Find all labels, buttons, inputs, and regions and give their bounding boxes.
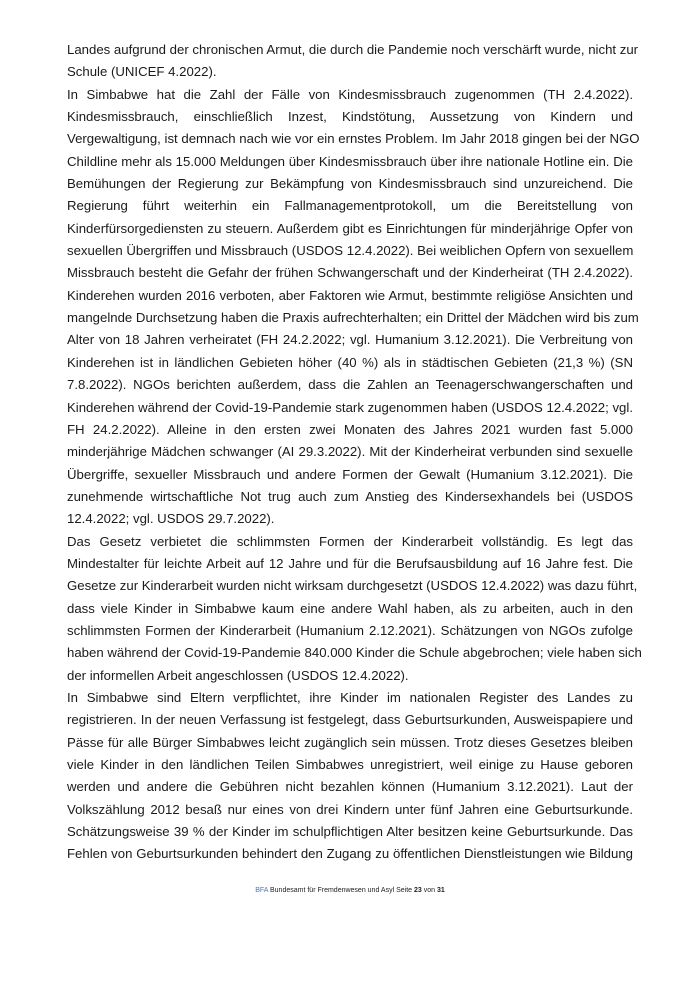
text-line: minderjährige Mädchen schwanger (AI 29.3.2022). Mit der Kinderheirat verbunden sind sexuelle [67,444,633,460]
text-line: dass viele Kinder in Simbabwe kaum eine andere Wahl haben, als zu arbeiten, auch in den [67,600,633,616]
text-line: Fehlen von Geburtsurkunden behindert den Zugang zu öffentlichen Dienstleistungen wie Bildung [67,846,633,862]
paragraph [67,531,642,687]
footer-page-number: 23 [414,887,422,894]
text-line: Kinderehen während der Covid-19-Pandemie stark zugenommen haben (USDOS 12.4.2022; vgl. [67,399,633,415]
text-line: sexuellen Übergriffen und Missbrauch (USDOS 12.4.2022). Bei weiblichen Opfern von sexuellem [67,243,634,259]
text-line: Regierung führt weiterhin ein Fallmanagementprotokoll, um die Bereitstellung von [67,198,633,214]
text-line: Gesetze zur Kinderarbeit wurden nicht wirksam durchgesetzt (USDOS 12.4.2022) was dazu führt, [67,578,638,594]
footer-brand: BFA [255,887,269,894]
text-line: registrieren. In der neuen Verfassung ist festgelegt, dass Geburtsurkunden, Ausweispapiere und [67,712,633,728]
text-line: Vergewaltigung, ist demnach nach wie vor ein ernstes Problem. Im Jahr 2018 gingen bei der NGO [67,131,640,147]
paragraph [67,84,640,531]
footer-of-label: von [423,887,436,894]
text-line: zunehmende wirtschaftliche Not trug auch zum Anstieg des Kindersexhandels bei (USDOS [67,488,633,504]
text-line: Übergriffe, sexueller Missbrauch und andere Formen der Gewalt (Humanium 3.12.2021). Die [67,466,633,482]
text-line: Mindestalter für leichte Arbeit auf 12 Jahre und für die Berufsausbildung auf 16 Jahre fest. Die [67,555,633,571]
footer-org: Bundesamt für Fremdenwesen und Asyl [270,887,395,894]
text-line: Das Gesetz verbietet die schlimmsten Formen der Kinderarbeit vollständig. Es legt das [67,533,633,549]
text-line: werden und andere die Gebühren nicht bezahlen können (Humanium 3.12.2021). Laut der [67,779,633,795]
text-line: Pässe für alle Bürger Simbabwes leicht zugänglich sein müssen. Trotz dieses Gesetzes bleiben [67,734,633,750]
text-line: Schätzungsweise 39 % der Kinder im schulpflichtigen Alter besitzen keine Geburtsurkunde. Das [67,824,633,840]
text-line: mangelnde Durchsetzung haben die Praxis aufrechterhalten; ein Drittel der Mädchen wird bis zum [67,310,639,326]
text-line: Kinderehen wurden 2016 verboten, aber Faktoren wie Armut, bestimmte religiöse Ansichten und [67,287,633,303]
text-line: Volkszählung 2012 besaß nur eines von drei Kindern unter fünf Jahren eine Geburtsurkunde. [67,801,633,817]
text-line: Bemühungen der Regierung zur Bekämpfung von Kindesmissbrauch sind unzureichend. Die [67,176,633,192]
text-line: Childline mehr als 15.000 Meldungen über Kindesmissbrauch über ihre nationale Hotline ein. Die [67,153,633,169]
text-line: haben während der Covid-19-Pandemie 840.000 Kinder die Schule abgebrochen; viele haben sich [67,645,642,661]
text-line: In Simbabwe hat die Zahl der Fälle von Kindesmissbrauch zugenommen (TH 2.4.2022). [67,86,633,102]
text-line: Kinderehen ist in ländlichen Gebieten höher (40 %) als in städtischen Gebieten (21,3 %) (SN [67,354,633,370]
paragraph [67,39,639,84]
text-line: Landes aufgrund der chronischen Armut, die durch die Pandemie noch verschärft wurde, nicht zur [67,42,639,57]
page-footer [0,887,700,894]
text-line: In Simbabwe sind Eltern verpflichtet, ihre Kinder im nationalen Register des Landes zu [67,689,633,705]
text-line: der informellen Arbeit angeschlossen (USDOS 12.4.2022). [67,667,409,683]
document-body [67,39,642,866]
text-line: Schule (UNICEF 4.2022). [67,64,217,80]
footer-page-label: Seite [396,887,413,894]
text-line: 7.8.2022). NGOs berichten außerdem, dass die Zahlen an Teenagerschwangerschaften und [67,377,633,393]
text-line: FH 24.2.2022). Alleine in den ersten zwei Monaten des Jahres 2021 wurden fast 5.000 [67,421,633,437]
text-line: Alter von 18 Jahren verheiratet (FH 24.2.2022; vgl. Humanium 3.12.2021). Die Verbreitung von [67,332,633,348]
text-line: Missbrauch besteht die Gefahr der frühen Schwangerschaft und der Kinderheirat (TH 2.4.2022). [67,265,633,281]
footer-page-total: 31 [437,887,445,894]
text-line: Kindesmissbrauch, einschließlich Inzest, Kindstötung, Aussetzung von Kindern und [67,109,633,125]
text-line: Kinderfürsorgediensten zu steuern. Außerdem gibt es Einrichtungen für minderjährige Opfer von [67,220,633,236]
paragraph [67,687,633,866]
text-line: schlimmsten Formen der Kinderarbeit (Humanium 2.12.2021). Schätzungen von NGOs zufolge [67,622,633,638]
text-line: 12.4.2022; vgl. USDOS 29.7.2022). [67,511,275,527]
text-line: viele Kinder in den ländlichen Teilen Simbabwes unregistriert, weil einige zu Hause geboren [67,757,633,772]
